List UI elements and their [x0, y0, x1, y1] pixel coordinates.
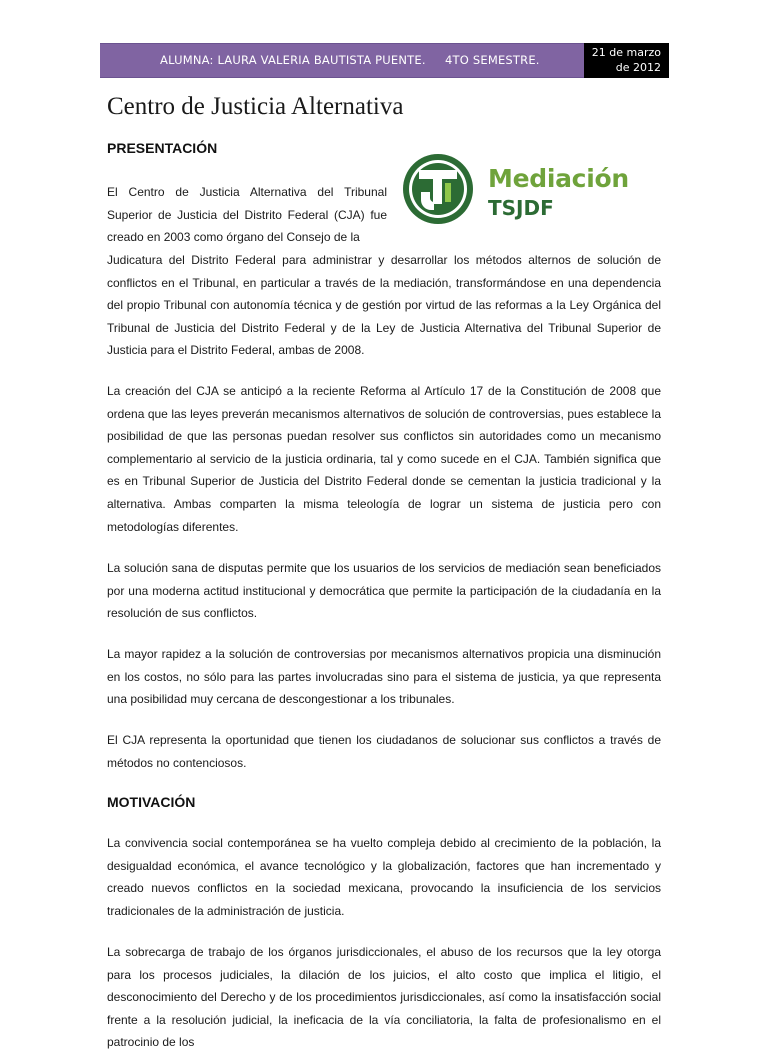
paragraph-1-intro: El Centro de Justicia Alternativa del Tribunal Superior de Justicia del Distrito Federal (CJA) fue creado en 2003 como órgano del Consejo de la	[107, 185, 387, 245]
paragraph-1-rest: Judicatura del Distrito Federal para administrar y desarrollar los métodos alternos de solución de conflictos en el Tribunal, en particular a través de la mediación, transformándose en una dependencia del propio Tribunal con autonomía técnica y de gestión por virtud de las reformas a la Ley Orgánica del Tribunal de Justicia del Distrito Federal y de la Ley de Justicia Alternativa del Tribunal Superior de Justicia para el Distrito Federal, ambas de 2008.	[107, 253, 661, 358]
document-title: Centro de Justicia Alternativa	[107, 93, 404, 120]
paragraph-5: El CJA representa la oportunidad que tienen los ciudadanos de solucionar sus conflictos a través de métodos no contenciosos.	[107, 733, 661, 770]
heading-presentacion: PRESENTACIÓN	[107, 140, 218, 156]
paragraph-7: La sobrecarga de trabajo de los órganos jurisdiccionales, el abuso de los recursos que la ley otorga para los procesos judiciales, la dilación de los juicios, el alto costo que implica el litigio, el desconocimiento del Derecho y de los procedimientos jurisdiccionales, así como la insatisfacción social frente a la resolución judicial, la ineficacia de la vía conciliatoria, la falta de profesionalismo en el patrocinio de los	[107, 945, 661, 1050]
paragraph-4: La mayor rapidez a la solución de controversias por mecanismos alternativos propicia una disminución en los costos, no sólo para las partes involucradas sino para el sistema de justicia, ya que representa una posibilidad muy cercana de descongestionar a los tribunales.	[107, 647, 661, 707]
logo-word-tsjdf: TSJDF	[488, 196, 554, 220]
date-line-1: 21 de marzo	[591, 46, 661, 59]
mediacion-tsjdf-logo	[402, 152, 652, 226]
date-box	[584, 43, 669, 78]
student-info: ALUMNA: LAURA VALERIA BAUTISTA PUENTE. 4TO SEMESTRE.	[160, 53, 540, 67]
date-line-2: de 2012	[615, 61, 661, 74]
paragraph-3: La solución sana de disputas permite que los usuarios de los servicios de mediación sean beneficiados por una moderna actitud institucional y democrática que permite la participación de la ciudadanía en la resolución de sus conflictos.	[107, 561, 661, 621]
tsjdf-emblem-icon	[402, 152, 476, 226]
logo-word-mediacion: Mediación	[488, 164, 629, 193]
header-bar	[100, 43, 584, 78]
paragraph-2: La creación del CJA se anticipó a la reciente Reforma al Artículo 17 de la Constitución de 2008 que ordena que las leyes preverán mecanismos alternativos de solución de controversias, pues establece la posibilidad de que las personas puedan resolver sus conflictos sin autoridades como un mecanismo complementario al servicio de la justicia ordinaria, tal y como sucede en el CJA. También significa que es en Tribunal Superior de Justicia del Distrito Federal donde se cementan la justicia tradicional y la alternativa. Ambas comparten la misma teleología de lograr un sistema de justicia pero con metodologías diferentes.	[107, 384, 661, 534]
heading-motivacion: MOTIVACIÓN	[107, 794, 196, 810]
paragraph-6: La convivencia social contemporánea se ha vuelto compleja debido al crecimiento de la población, la desigualdad económica, el avance tecnológico y la globalización, factores que han incrementado y creado nuevos conflictos en la sociedad mexicana, provocando la insuficiencia de los servicios tradicionales de la administración de justicia.	[107, 836, 661, 918]
